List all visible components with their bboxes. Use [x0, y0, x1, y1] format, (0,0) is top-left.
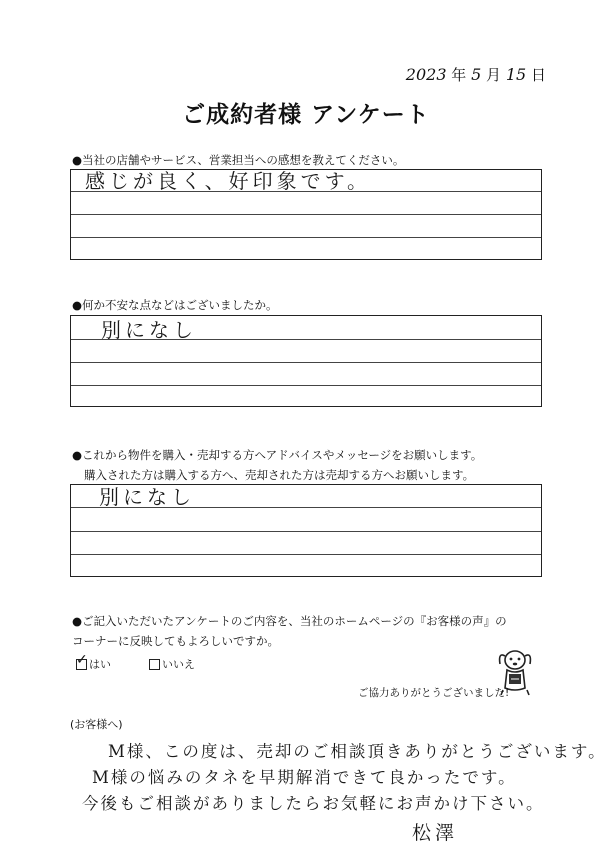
- question-1-answer-box: [70, 169, 542, 260]
- customer-message-line1: M様、この度は、売却のご相談頂きありがとうございます。: [108, 742, 607, 761]
- question-2-answer: 別になし: [101, 318, 197, 342]
- yes-label: はい: [89, 658, 111, 671]
- year-unit: 年: [451, 66, 467, 84]
- page-title: ご成約者様 アンケート: [182, 102, 430, 128]
- no-label: いいえ: [162, 658, 195, 671]
- question-3-label-line1: ●これから物件を購入・売却する方へアドバイスやメッセージをお願いします。: [72, 448, 483, 462]
- customer-message-line3: 今後もご相談がありましたらお気軽にお声かけ下さい。: [82, 794, 545, 813]
- consent-no-option[interactable]: [149, 656, 195, 672]
- staff-signature: 松澤: [412, 822, 459, 844]
- ruled-line: [71, 385, 541, 386]
- no-checkbox[interactable]: [149, 659, 160, 670]
- year-value: 2023: [405, 65, 447, 84]
- question-3-answer: 別になし: [99, 485, 195, 509]
- yes-checkbox[interactable]: [76, 659, 87, 670]
- consent-yes-option[interactable]: [76, 656, 111, 672]
- question-2-answer-box: [70, 315, 542, 407]
- ruled-line: [71, 362, 541, 363]
- month-unit: 月: [486, 66, 502, 84]
- day-unit: 日: [530, 66, 546, 84]
- question-1-answer: 感じが良く、好印象です。: [85, 169, 371, 193]
- question-3-label-line2: 購入された方は購入する方へ、売却された方は売却する方へお願いします。: [84, 468, 475, 482]
- survey-date: [406, 64, 546, 85]
- consent-line2: コーナーに反映してもよろしいですか。: [72, 634, 279, 648]
- question-3-answer-box: [70, 484, 542, 577]
- ruled-line: [71, 531, 541, 532]
- month-value: 5: [471, 65, 482, 84]
- thanks-message: ご協力ありがとうございました!: [358, 687, 510, 699]
- question-1-label: ●当社の店舗やサービス、営業担当への感想を教えてください。: [72, 153, 405, 167]
- question-2-label: ●何か不安な点などはございましたか。: [72, 298, 278, 312]
- day-value: 15: [505, 65, 527, 84]
- ruled-line: [71, 237, 541, 238]
- consent-line1: ●ご記入いただいたアンケートのご内容を、当社のホームページの『お客様の声』の: [72, 614, 507, 628]
- ruled-line: [71, 214, 541, 215]
- customer-message-line2: M様の悩みのタネを早期解消できて良かったです。: [92, 768, 517, 787]
- customer-message-heading: (お客様へ): [70, 718, 123, 731]
- ruled-line: [71, 554, 541, 555]
